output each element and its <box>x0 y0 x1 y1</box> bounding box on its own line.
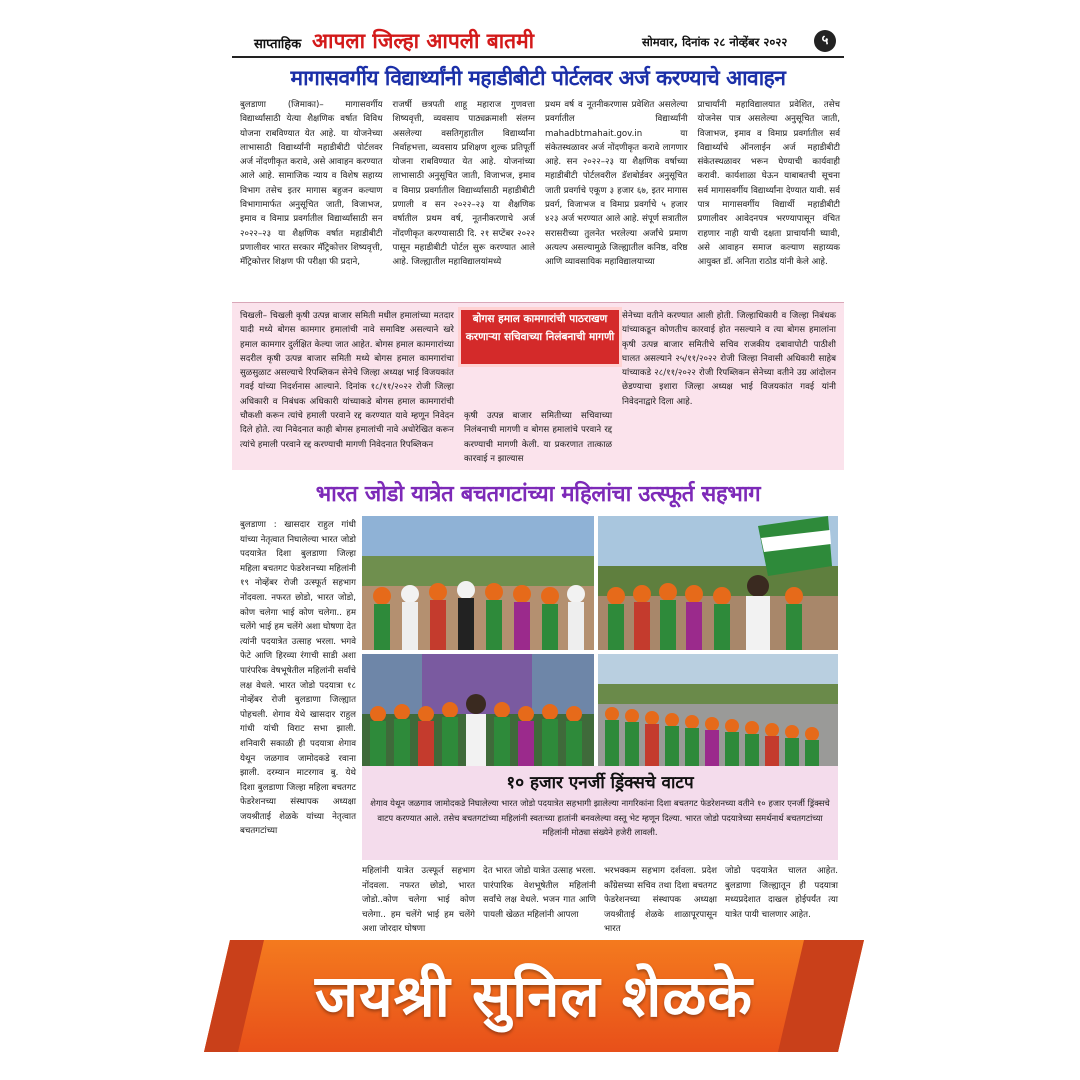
masthead <box>232 26 844 58</box>
rally-photo-3-image <box>362 654 594 766</box>
article3-headline: भारत जोडो यात्रेत बचतगटांच्या महिलांचा उत्स्फूर्त सहभाग <box>315 481 761 507</box>
photo-caption-text: शेगाव येथून जळगाव जामोदकडे निघालेल्या भारत जोडो पदयात्रेत सहभागी झालेल्या नागरिकांना दिशा बचतगट फेडरेशनच्या वतीने १० हजार एनर्जी ड्रिंक्सचे वाटप करण्यात आले. तसेच बचतगटांच्या महिलांनी स्वतःच्या हातांनी बनवलेल्या वस्तू भेट म्हणून दिल्या. भारत जोडो पदयात्रेच्या समर्थनार्थ बचतगटांच्या महिलांनी मोठ्या संख्येने हजेरी लावली. <box>370 798 830 837</box>
masthead-frequency: साप्ताहिक <box>254 37 302 52</box>
article1-headline: मागासवर्गीय विद्यार्थ्यांनी महाडीबीटी पोर्टलवर अर्ज करण्याचे आवाहन <box>290 65 786 90</box>
rally-photo-2 <box>598 516 838 650</box>
article3-bottom-column-2: देत भारत जोडो यात्रेत उत्साह भरला. पारंपारिक वेशभूषेतील महिलांनी सर्वांचे लक्ष वेधले. भजन गात आणि पायली खेळत महिलांनी आपला <box>483 866 596 920</box>
name-banner <box>204 940 864 1052</box>
masthead-title: आपला जिल्हा आपली बातमी <box>312 28 535 53</box>
article1-column-3: प्रथम वर्ष व नूतनीकरणास प्रवेशित असलेल्या प्रवर्गातील विद्यार्थ्यांनी mahadbtmahait.gov.in या संकेतस्थळावर अर्ज नोंदणीकृत करावे लागणार आहे. सन २०२२–२३ या शैक्षणिक वर्षाच्या महाडीबीटी पोर्टलवरील डॅशबोर्डवर अनुसूचित जाती प्रवर्गाचे एकूण ३ हजार ६७, इतर मागास प्रवर्ग, विजाभज व विमाप्र प्रवर्गाचे ५ हजार ४२३ अर्ज भरण्यात आले आहे. संपूर्ण सत्रातील सरासरीच्या तुलनेत भरलेल्या अर्जांचे प्रमाण अत्यल्प असल्यामुळे जिल्ह्यातील कनिष्ठ, वरिष्ठ आणि व्यावसायिक महाविद्यालयाच्या <box>545 100 688 268</box>
article3-bottom-body <box>362 864 838 935</box>
article1-column-4: प्राचार्यांनी महाविद्यालयात प्रवेशित, तसेच योजनेस पात्र असलेल्या अनुसूचित जाती, विजाभज, इमाव व विमाप्र प्रवर्गातील सर्व विद्यार्थ्यांचे ऑनलाईन अर्ज महाडीबीटी संकेतस्थळावर भरून घेण्याची कार्यवाही करावी. कार्यशाळा घेऊन याबाबतची सूचना सर्व मागासवर्गीय विद्यार्थ्यांना देण्यात यावी. सर्व पात्र मागासवर्गीय विद्यार्थी महाडीबीटी प्रणालीवर आवेदनपत्र भरण्यापासून वंचित राहणार नाही याची दक्षता प्राचार्यांनी घ्यावी, असे आवाहन समाज कल्याण सहाय्यक आयुक्त डॉ. अनिता राठोड यांनी केले आहे. <box>697 100 840 268</box>
rally-photo-2-image <box>598 516 838 650</box>
article1-column-2: राजर्षी छत्रपती शाहू महाराज गुणवत्ता शिष्यवृत्ती, व्यवसाय पाठ्यक्रमाशी संलग्न असलेल्या वसतिगृहातील विद्यार्थ्यांना निर्वाहभत्ता, व्यवसाय प्रशिक्षण शुल्क प्रतिपूर्ती योजना राबविण्यात येत आहे. योजनांच्या लाभासाठी अनुसूचित जाती, विजाभज, इमाव व विमाप्र प्रवर्गातील विद्यार्थ्यांसाठी महाडीबीटी प्रणाली व सन २०२२–२३ या शैक्षणिक वर्षातील प्रथम वर्ष, नूतनीकरणाचे अर्ज नोंदणीकृत करण्यासाठी दि. २१ सप्टेंबर २०२२ पासून महाडीबीटी पोर्टल सुरू करण्यात आले आहे. जिल्ह्यातील महाविद्यालयांमध्ये <box>392 100 535 268</box>
article2-column-3: सेनेच्या वतीने करण्यात आली होती. जिल्हाधिकारी व जिल्हा निबंधक यांच्याकडून कोणतीच कारवाई होत नसल्याने व त्या बोगस हमालांना कृषी उत्पन्न बाजार समितीचे सचिव राजकीय दबावापोटी पाठीशी घालत असल्याने २५/११/२०२२ रोजी जिल्हा निवासी अधिकारी साहेब यांच्याकडे २८/११/२०२२ रोजी रिपब्लिकन सेनेच्या वतीने उग्र आंदोलन छेडण्याचा इशारा जिल्हा अध्यक्ष भाई विजयकांत गवई यांनी निवेदनाद्वारे दिला आहे. <box>622 311 836 407</box>
rally-photo-4-image <box>598 654 838 766</box>
article1-body <box>240 98 840 298</box>
rally-photo-3 <box>362 654 594 766</box>
newspaper-page <box>232 26 844 935</box>
article3-left-column: बुलडाणा : खासदार राहुल गांधी यांच्या नेतृत्वात निघालेल्या भारत जोडो पदयात्रेत दिशा बुलडाणा जिल्हा महिला बचतगट फेडरेशनच्या महिलांनी १९ नोव्हेंबर रोजी उत्स्फूर्त सहभाग नोंदवला. नफरत छोडो, भारत जोडो, कोण चलेगा भाई कोण चलेगा.. हम चलेंगे भाई हम चलेंगे अशा घोषणा देत त्यांनी पदयात्रेत उत्साह भरला. भगवे फेटे आणि हिरव्या रंगाची साडी अशा पारंपरिक वेषभूषेतील महिलांनी सर्वांचे लक्ष वेधले. भारत जोडो पदयात्रा १८ नोव्हेंबर रोजी बुलडाणा जिल्ह्यात पोहचली. शेगाव येथे खासदार राहुल गांधी यांची विराट सभा झाली. शनिवारी सकाळी ही पदयात्रा शेगाव येथून जळगाव जामोदकडे रवाना झाली. दरम्यान माटरगाव बु. येथे दिशा बुलडाणा जिल्हा महिला बचतगट फेडरेशनच्या संस्थापक अध्यक्षा जयश्रीताई शेळके यांच्या नेतृत्वात बचतगटांच्या <box>240 520 356 837</box>
article2-box <box>232 302 844 470</box>
rally-photo-1-image <box>362 516 594 650</box>
photo-caption-box <box>362 766 838 860</box>
article3-bottom-column-4: जोडो पदयात्रेत चालत आहेत. बुलडाणा जिल्ह्यातून ही पदयात्रा मध्यप्रदेशात दाखल होईपर्यंत त्या यात्रेत पायी चालणार आहेत. <box>725 866 838 920</box>
article1-column-1: बुलडाणा (जिमाका)– मागासवर्गीय विद्यार्थ्यांसाठी येत्या शैक्षणिक वर्षात विविध योजना राबविण्यात येत आहे. या योजनेच्या लाभासाठी विद्यार्थ्यांनी महाडीबीटी पोर्टलवर अर्ज नोंदणीकृत करावे, असे आवाहन करण्यात आले आहे. सामाजिक न्याय व विशेष सहाय्य विभाग तसेच इतर मागास बहुजन कल्याण विभागामार्फत अनुसूचित जाती, विजाभज, इमाव व विमाप्र प्रवर्गातील विद्यार्थ्यांसाठी सन २०२२–२३ या शैक्षणिक वर्षात महाडीबीटी प्रणालीवर भारत सरकार मॅट्रिकोत्तर शिष्यवृत्ती, मॅट्रिकोत्तर शिक्षण फी परीक्षा फी प्रदाने, <box>240 100 383 268</box>
rally-photo-4 <box>598 654 838 766</box>
article3-bottom-column-1: महिलांनी यात्रेत उत्स्फूर्त सहभाग नोंदवला. नफरत छोडो, भारत जोडो..कोण चलेगा भाई कोण चलेगा.. हम चलेंगे भाई हम चलेंगे अशा जोरदार घोषणा <box>362 866 475 935</box>
article3-bottom-column-3: भरभक्कम सहभाग दर्शवला. प्रदेश काँग्रेसच्या सचिव तथा दिशा बचतगट फेडरेशनच्या संस्थापक अध्यक्षा जयश्रीताई शेळके शाळापूरपासून भारत <box>604 866 717 935</box>
name-banner-text: जयश्री सुनिल शेळके <box>315 962 753 1030</box>
article2-column-1: चिखली– चिखली कृषी उत्पन्न बाजार समिती मधील हमालांच्या मतदार यादी मध्ये बोगस कामगार हमालांची नावे समाविष्ट असल्याने खरे हमाल कामगार दुर्लक्षित केल्या जात आहेत. बोगस हमाल कामगारांच्या सदरील कृषी उत्पन्न बाजार समिती मध्ये बोगस हमाल कामगारांचा सुळसुळाट असल्याचे रिपब्लिकन सेनेचे जिल्हा अध्यक्ष भाई विजयकांत गवई यांच्या निदर्शनास आल्याने. दिनांक १८/११/२०२२ रोजी जिल्हा अधिकारी व निबंधक अधिकारी यांच्याकडे बोगस हमाल कामगारांची चौकशी करून त्यांचे हमाली परवाने रद्द करण्यात यावे म्हणून निवेदन दिले होते. त्या निवेदनात काही बोगस हमालांची नावे अधोरेखित करून त्यांचे हमाली परवाने रद्द करण्याची मागणी निवेदनात रिपब्लिकन <box>240 311 454 450</box>
rally-photo-1 <box>362 516 594 650</box>
masthead-date: सोमवार, दिनांक २८ नोव्हेंबर २०२२ <box>642 35 788 49</box>
photo-caption-title: १० हजार एनर्जी ड्रिंक्सचे वाटप <box>506 773 694 793</box>
page-number-badge: ५ <box>814 30 836 52</box>
article2-headline-box: बोगस हमाल कामगारांची पाठराखण करणाऱ्या सचिवाच्या निलंबनाची मागणी <box>458 307 622 367</box>
photo-collage <box>362 516 838 766</box>
article2-column-2: कृषी उत्पन्न बाजार समितीच्या सचिवाच्या निलंबनाची मागणी व बोगस हमालांचे परवाने रद्द करण्याची मागणी केली. या प्रकरणात तात्काळ कारवाई न झाल्यास <box>463 411 613 464</box>
